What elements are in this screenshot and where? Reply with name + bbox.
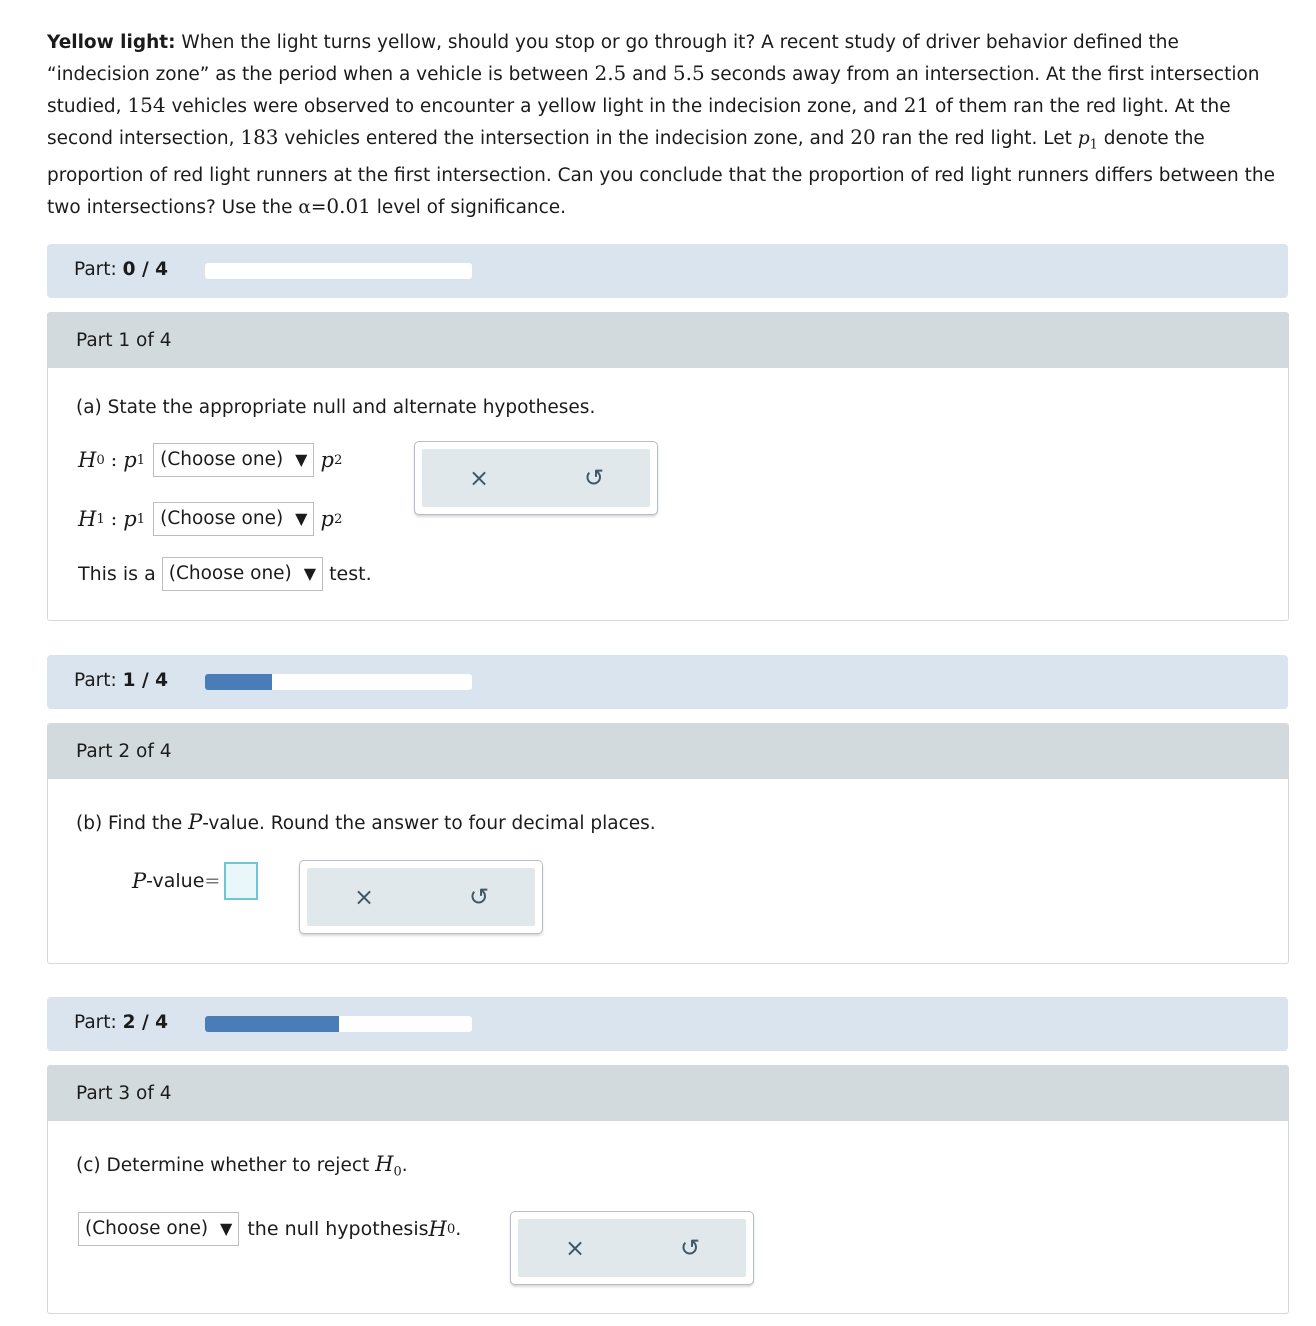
alternate-hypothesis-row: H 1 : p 1 (Choose one) ▼ p 2 <box>78 502 342 536</box>
progress-label: Part: 0 / 4 <box>74 259 169 280</box>
progress-band <box>47 655 1288 709</box>
part-1-card <box>47 312 1289 621</box>
progress-fill <box>205 1016 339 1032</box>
part-3-header: Part 3 of 4 <box>48 1066 1288 1121</box>
progress-bar <box>205 1016 472 1032</box>
part-2-question: (b) Find the P-value. Round the answer to four decimal places. <box>76 810 656 834</box>
answer-toolbox <box>510 1211 754 1285</box>
undo-button[interactable]: ↺ <box>468 883 490 911</box>
undo-button[interactable]: ↺ <box>679 1234 701 1262</box>
part-2-card <box>47 723 1289 964</box>
progress-bar <box>205 674 472 690</box>
clear-answer-button[interactable]: × <box>468 464 490 492</box>
clear-answer-button[interactable]: × <box>353 883 375 911</box>
clear-answer-button[interactable]: × <box>564 1234 586 1262</box>
progress-fill <box>205 674 272 690</box>
reject-decision-row: (Choose one) ▼ the null hypothesis H 0 . <box>78 1212 461 1246</box>
alternate-hypothesis-select[interactable]: (Choose one) ▼ <box>153 502 314 536</box>
chevron-down-icon: ▼ <box>303 564 317 583</box>
part-1-header: Part 1 of 4 <box>48 313 1288 368</box>
part-2-header: Part 2 of 4 <box>48 724 1288 779</box>
reject-decision-select[interactable]: (Choose one) ▼ <box>78 1212 239 1246</box>
answer-toolbox <box>299 860 543 934</box>
test-type-select[interactable]: (Choose one) ▼ <box>162 557 323 591</box>
null-hypothesis-select[interactable]: (Choose one) ▼ <box>153 443 314 477</box>
p-value-row: P -value = <box>132 862 258 900</box>
chevron-down-icon: ▼ <box>295 509 308 528</box>
progress-band <box>47 244 1288 298</box>
part-1-question: (a) State the appropriate null and alternate hypotheses. <box>76 397 596 418</box>
problem-title: Yellow light: <box>47 32 176 53</box>
part-3-question: (c) Determine whether to reject $H_0$. <box>76 1152 408 1180</box>
progress-band <box>47 997 1288 1051</box>
p-value-input[interactable] <box>224 862 258 900</box>
progress-bar <box>205 263 472 279</box>
chevron-down-icon: ▼ <box>295 450 308 469</box>
progress-label: Part: 1 / 4 <box>74 670 169 691</box>
progress-label: Part: 2 / 4 <box>74 1012 169 1033</box>
chevron-down-icon: ▼ <box>220 1219 233 1238</box>
undo-button[interactable]: ↺ <box>583 464 605 492</box>
part-3-card <box>47 1065 1289 1314</box>
test-type-row: This is a (Choose one) ▼ test. <box>78 557 372 591</box>
problem-statement: Yellow light: When the light turns yellow, should you stop or go through it? A recent study of driver behavior defined the “indecision zone” as the period when a vehicle is between 2.5 and 5.5 seconds away from an intersection. At the first intersection studied, 154 vehicles were observed to encounter a yellow light in the indecision zone, and 21 of them ran the red light. At the second intersection, 183 vehicles entered the intersection in the indecision zone, and 20 ran the red light. Let $p_1$ denote the proportion of red light runners at the first intersection. Can you conclude that the proportion of red light runners differs between the two intersections? Use the α=0.01 level of significance. <box>47 32 1275 218</box>
null-hypothesis-row: H 0 : p 1 (Choose one) ▼ p 2 <box>78 443 342 477</box>
answer-toolbox <box>414 441 658 515</box>
